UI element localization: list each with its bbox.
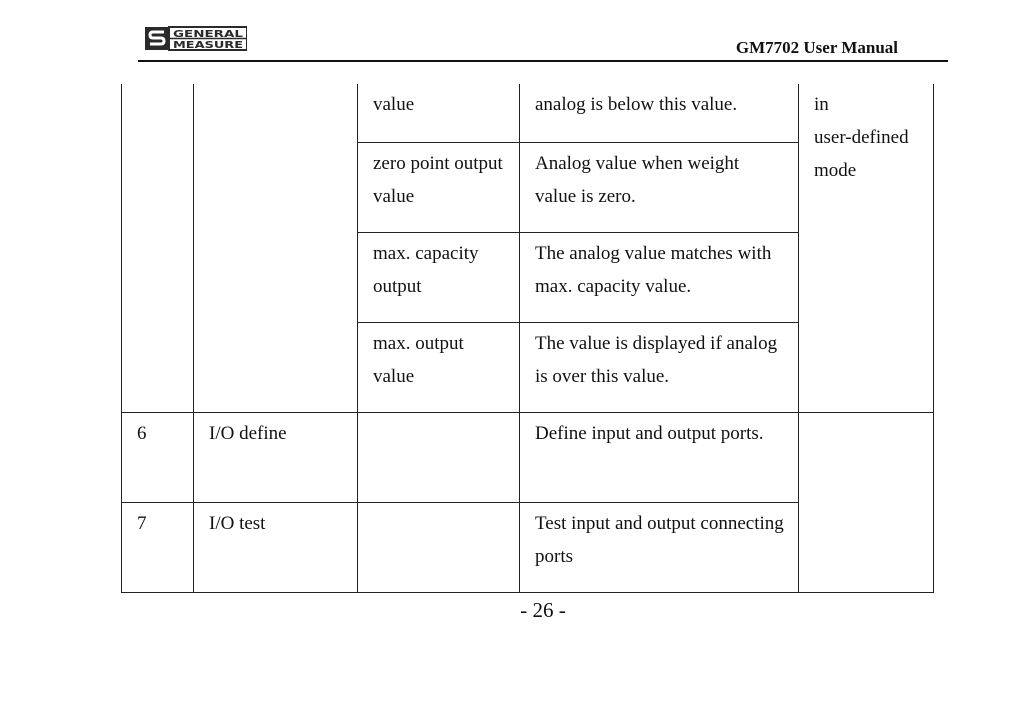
parameter-cell	[358, 502, 520, 592]
item-cell: I/O test	[194, 502, 358, 592]
item-cell: I/O define	[194, 412, 358, 502]
description-cell: The analog value matches with max. capacity value.	[520, 232, 799, 322]
description-cell: The value is displayed if analog is over this value.	[520, 322, 799, 412]
table-row	[122, 84, 934, 142]
logo-text-top: GENERAL	[173, 29, 244, 40]
parameter-cell: max. capacity output	[358, 232, 520, 322]
header-rule	[138, 60, 948, 62]
number-cell: 7	[122, 502, 194, 592]
description-cell: analog is below this value.	[520, 84, 799, 142]
number-cell: 6	[122, 412, 194, 502]
table-row	[122, 412, 934, 502]
number-cell	[122, 84, 194, 412]
description-cell: Analog value when weight value is zero.	[520, 142, 799, 232]
parameter-cell: value	[358, 84, 520, 142]
parameter-table	[121, 84, 934, 593]
general-measure-logo	[145, 26, 247, 51]
description-cell: Define input and output ports.	[520, 412, 799, 502]
note-cell	[799, 412, 934, 592]
description-cell: Test input and output connecting ports	[520, 502, 799, 592]
manual-title: GM7702 User Manual	[735, 38, 898, 57]
logo-text-bottom: MEASURE	[173, 40, 244, 51]
logo-mark-icon	[145, 26, 247, 51]
item-cell	[194, 84, 358, 412]
parameter-cell: max. output value	[358, 322, 520, 412]
page-number: - 26 -	[520, 598, 566, 622]
parameter-cell: zero point output value	[358, 142, 520, 232]
parameter-cell	[358, 412, 520, 502]
note-cell: in user-defined mode	[799, 84, 934, 412]
